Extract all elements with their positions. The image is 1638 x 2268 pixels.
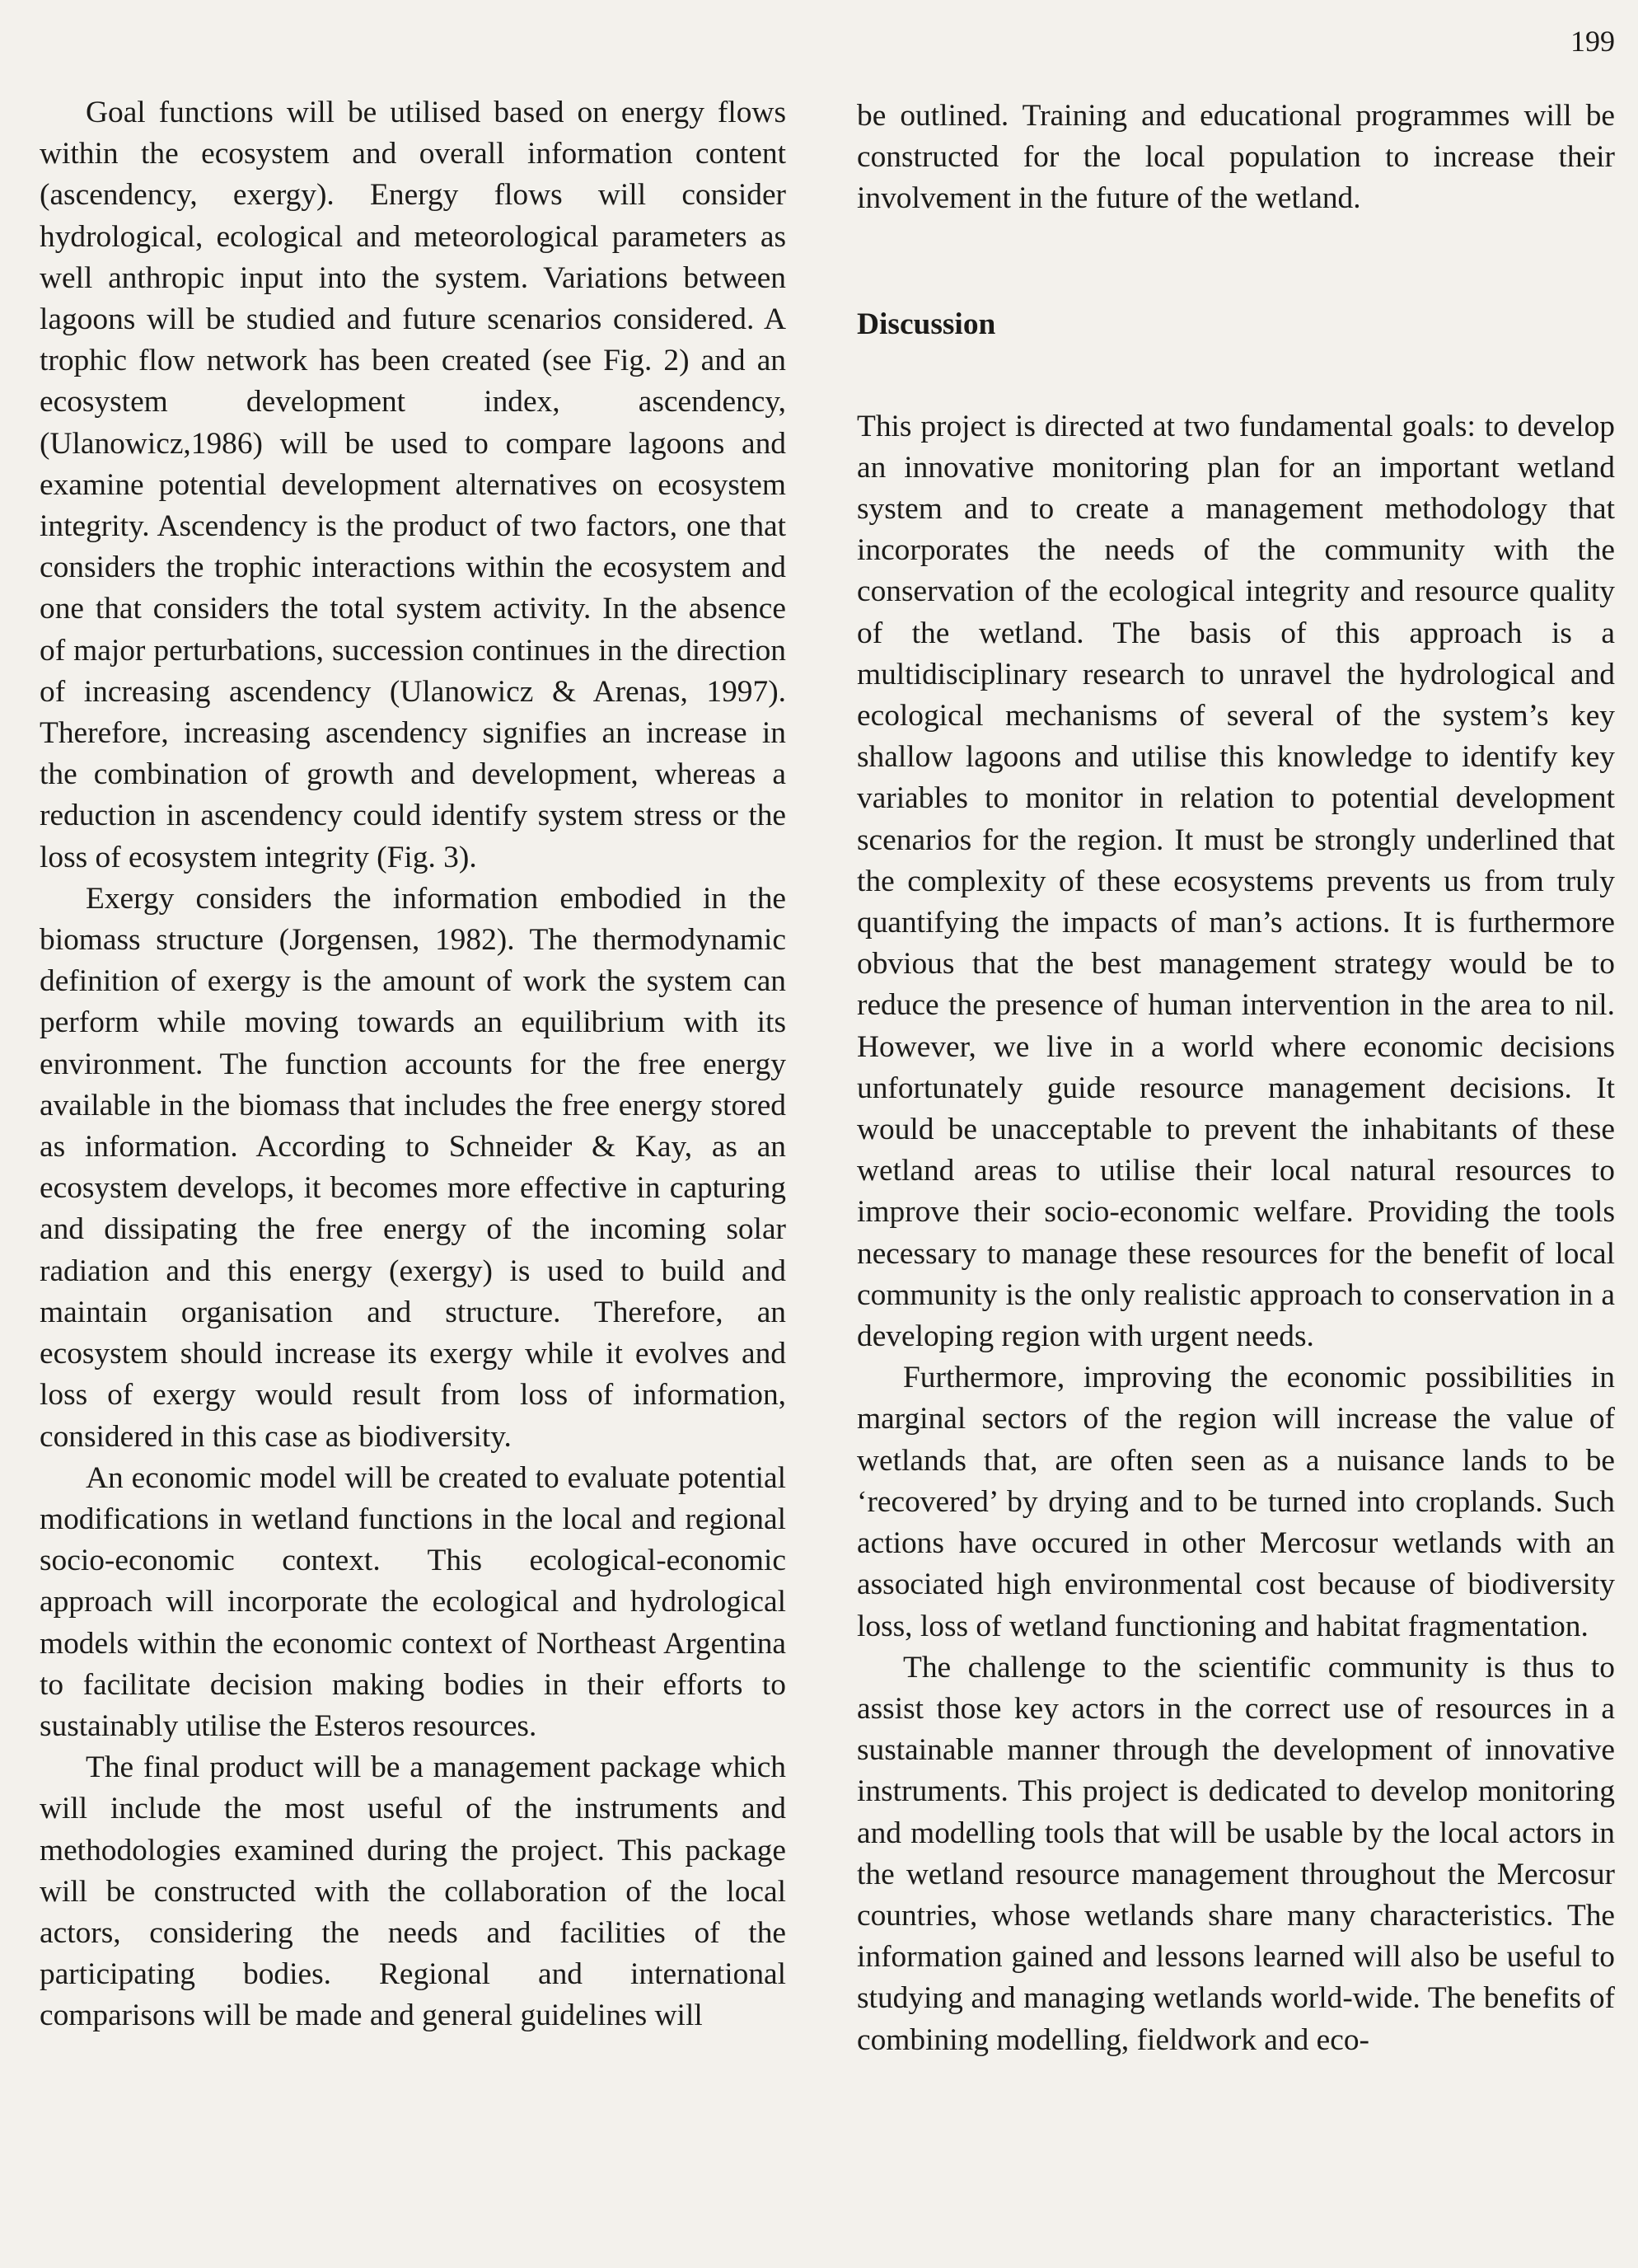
left-column [40,92,786,2037]
paragraph-continuation: be outlined. Training and educational programmes will be constructed for the local population to increase their involvement in the future of the wetland. [857,99,1615,216]
paragraph-goal-functions: Goal functions will be utilised based on energy flows within the ecosystem and overall information content (ascendency, exergy). Energy flows will consider hydrological, ecological and meteorological parameters as well anthropic input into the system. Variations between lagoons will be studied and future scenarios considered. A trophic flow network has been created (see Fig. 2) and an ecosystem development index, ascendency, (Ulanowicz,1986) will be used to compare lagoons and examine potential development alternatives on ecosystem integrity. Ascendency is the product of two factors, one that considers the trophic interactions within the ecosystem and one that considers the total system activity. In the absence of major perturbations, succession continues in the direction of increasing ascendency (Ulanowicz & Arenas, 1997). Therefore, increasing ascendency signifies an increase in the combination of growth and development, whereas a reduction in ascendency could identify system stress or the loss of ecosystem integrity (Fig. 3). [40,96,786,874]
paragraph-discussion-goals: This project is directed at two fundamental goals: to develop an innovative monitoring plan for an important wetland system and to create a management methodology that incorporates the needs of the community with the conservation of the ecological integrity and resource quality of the wetland. The basis of this approach is a multidisciplinary research to unravel the hydrological and ecological mechanisms of several of the system’s key shallow lagoons and utilise this knowledge to identify key variables to monitor in relation to potential development scenarios for the region. It must be strongly underlined that the complexity of these ecosystems prevents us from truly quantifying the impacts of man’s actions. It is furthermore obvious that the best management strategy would be to reduce the presence of human intervention in the area to nil. However, we live in a world where economic decisions unfortunately guide resource management decisions. It would be unacceptable to prevent the inhabitants of these wetland areas to utilise their local natural resources to improve their socio-economic welfare. Providing the tools necessary to manage these resources for the benefit of local community is the only realistic approach to conservation in a developing region with urgent needs. [857,409,1615,1354]
paragraph-exergy: Exergy considers the information embodied in the biomass structure (Jorgensen, 1982). The thermodynamic definition of exergy is the amount of work the system can perform while moving towards an equilibrium with its environment. The function accounts for the free energy available in the biomass that includes the free energy stored as information. According to Schneider & Kay, as an ecosystem develops, it becomes more effective in capturing and dissipating the free energy of the incoming solar radiation and this energy (exergy) is used to build and maintain organisation and structure. Therefore, an ecosystem should increase its exergy while it evolves and loss of exergy would result from loss of information, considered in this case as biodiversity. [40,881,786,1454]
paragraph-scientific-challenge: The challenge to the scientific community is thus to assist those key actors in the correct use of resources in a sustainable manner through the development of innovative instruments. This project is dedicated to develop monitoring and modelling tools that will be usable by the local actors in the wetland resource management throughout the Mercosur countries, whose wetlands share many characteristics. The information gained and lessons learned will also be useful to studying and managing wetlands world-wide. The benefits of combining modelling, fieldwork and eco- [857,1650,1615,2057]
section-heading-discussion: Discussion [857,307,996,341]
paragraph-final-product: The final product will be a management package which will include the most useful of the instruments and methodologies examined during the project. This package will be constructed with the collaboration of the local actors, considering the needs and facilities of the participating bodies. Regional and international comparisons will be made and general guidelines will [40,1750,786,2033]
right-column [857,96,1615,2061]
page-number: 199 [1570,25,1615,58]
paragraph-economic-possibilities: Furthermore, improving the economic possibilities in marginal sectors of the region will increase the value of wetlands that, are often seen as a nuisance lands to be ‘recovered’ by drying and to be turned into croplands. Such actions have occured in other Mercosur wetlands with an associated high environmental cost because of biodiversity loss, loss of wetland functioning and habitat fragmentation. [857,1361,1615,1643]
paragraph-economic-model: An economic model will be created to evaluate potential modifications in wetland functions in the local and regional socio-economic context. This ecological-economic approach will incorporate the ecological and hydrological models within the economic context of Northeast Argentina to facilitate decision making bodies in their efforts to sustainably utilise the Esteros resources. [40,1460,786,1743]
